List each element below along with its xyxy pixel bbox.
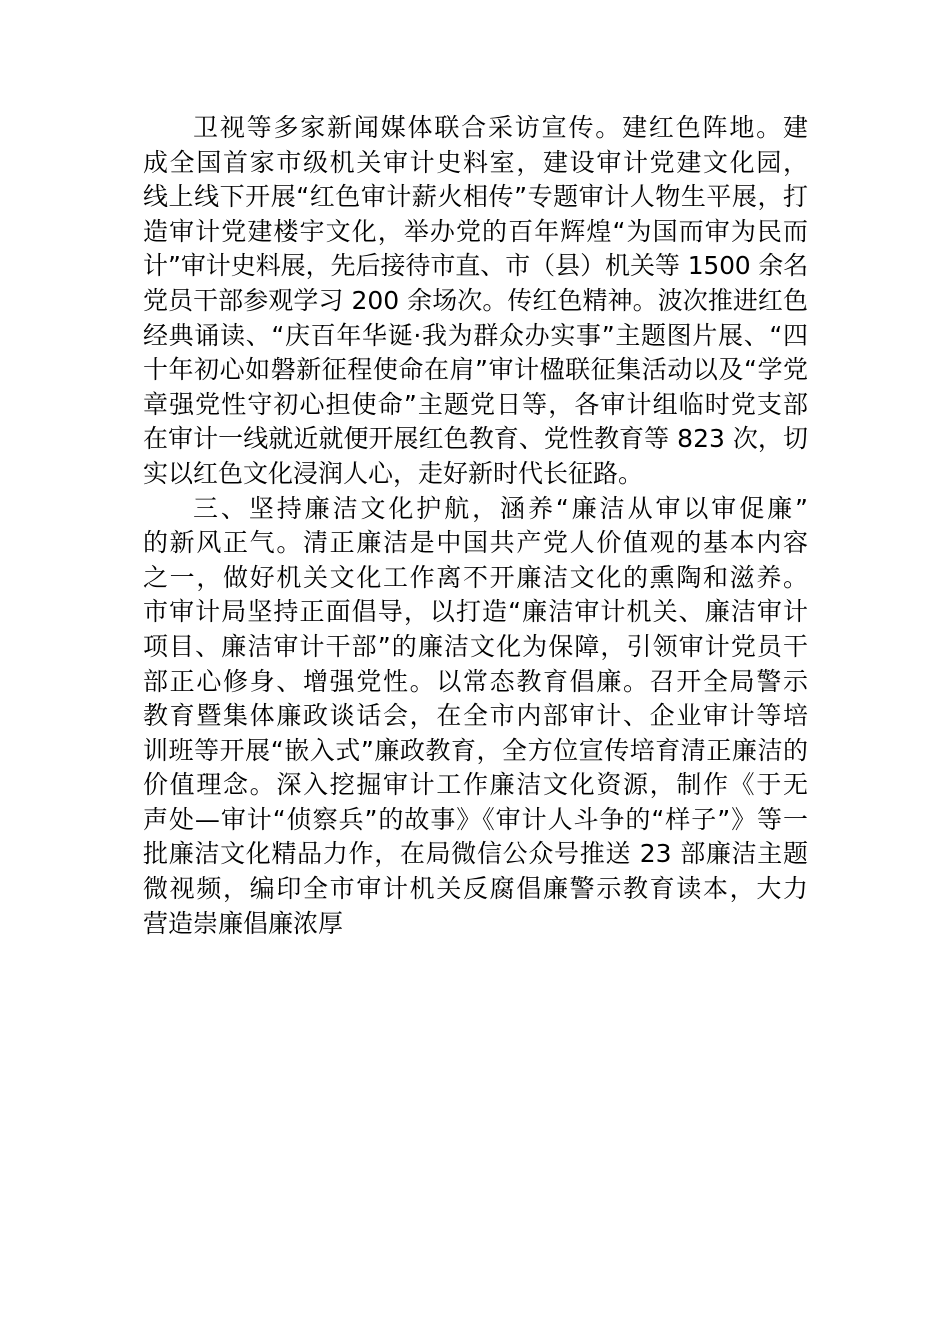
text-line: 章强党性守初心担使命”主题党日等，各审计组临时党支部 <box>143 389 808 419</box>
text-line: 成全国首家市级机关审计史料室，建设审计党建文化园， <box>143 147 808 177</box>
paragraph-1 <box>143 111 808 492</box>
text-line: 卫视等多家新闻媒体联合采访宣传。建红色阵地。建 <box>193 113 808 142</box>
text-line: 十年初心如磐新征程使命在肩”审计楹联征集活动以及“学党 <box>143 355 808 385</box>
text-line: 项目、廉洁审计干部”的廉洁文化为保障，引领审计党员干 <box>143 631 808 661</box>
text-line: 营造崇廉倡廉浓厚 <box>143 908 344 938</box>
text-line: 实以红色文化浸润人心，走好新时代长征路。 <box>143 458 644 488</box>
text-line: 训班等开展“嵌入式”廉政教育，全方位宣传培育清正廉洁的 <box>143 735 808 765</box>
paragraph-2 <box>143 492 808 942</box>
text-line: 计”审计史料展，先后接待市直、市（县）机关等 1500 余名 <box>143 251 808 281</box>
text-line: 的新风正气。清正廉洁是中国共产党人价值观的基本内容 <box>143 528 808 558</box>
text-line: 市审计局坚持正面倡导，以打造“廉洁审计机关、廉洁审计 <box>143 597 808 627</box>
text-line: 经典诵读、“庆百年华诞·我为群众办实事”主题图片展、“四 <box>143 320 808 350</box>
text-line: 造审计党建楼宇文化，举办党的百年辉煌“为国而审为民而 <box>143 216 808 246</box>
text-line: 之一，做好机关文化工作离不开廉洁文化的熏陶和滋养。 <box>143 562 808 592</box>
text-line: 声处—审计“侦察兵”的故事》《审计人斗争的“样子”》等一 <box>143 804 808 834</box>
text-line: 价值理念。深入挖掘审计工作廉洁文化资源，制作《于无 <box>143 770 808 800</box>
text-line: 党员干部参观学习 200 余场次。传红色精神。波次推进红色 <box>143 285 808 315</box>
text-line: 在审计一线就近就便开展红色教育、党性教育等 823 次，切 <box>143 424 808 454</box>
text-line: 部正心修身、增强党性。以常态教育倡廉。召开全局警示 <box>143 666 808 696</box>
text-line: 微视频，编印全市审计机关反腐倡廉警示教育读本，大力 <box>143 874 808 904</box>
section-heading-line: 三、坚持廉洁文化护航，涵养“廉洁从审以审促廉” <box>193 493 808 523</box>
text-line: 教育暨集体廉政谈话会，在全市内部审计、企业审计等培 <box>143 701 808 731</box>
text-line: 批廉洁文化精品力作，在局微信公众号推送 23 部廉洁主题 <box>143 839 808 869</box>
text-line: 线上线下开展“红色审计薪火相传”专题审计人物生平展，打 <box>143 182 808 212</box>
document-body <box>143 111 808 941</box>
